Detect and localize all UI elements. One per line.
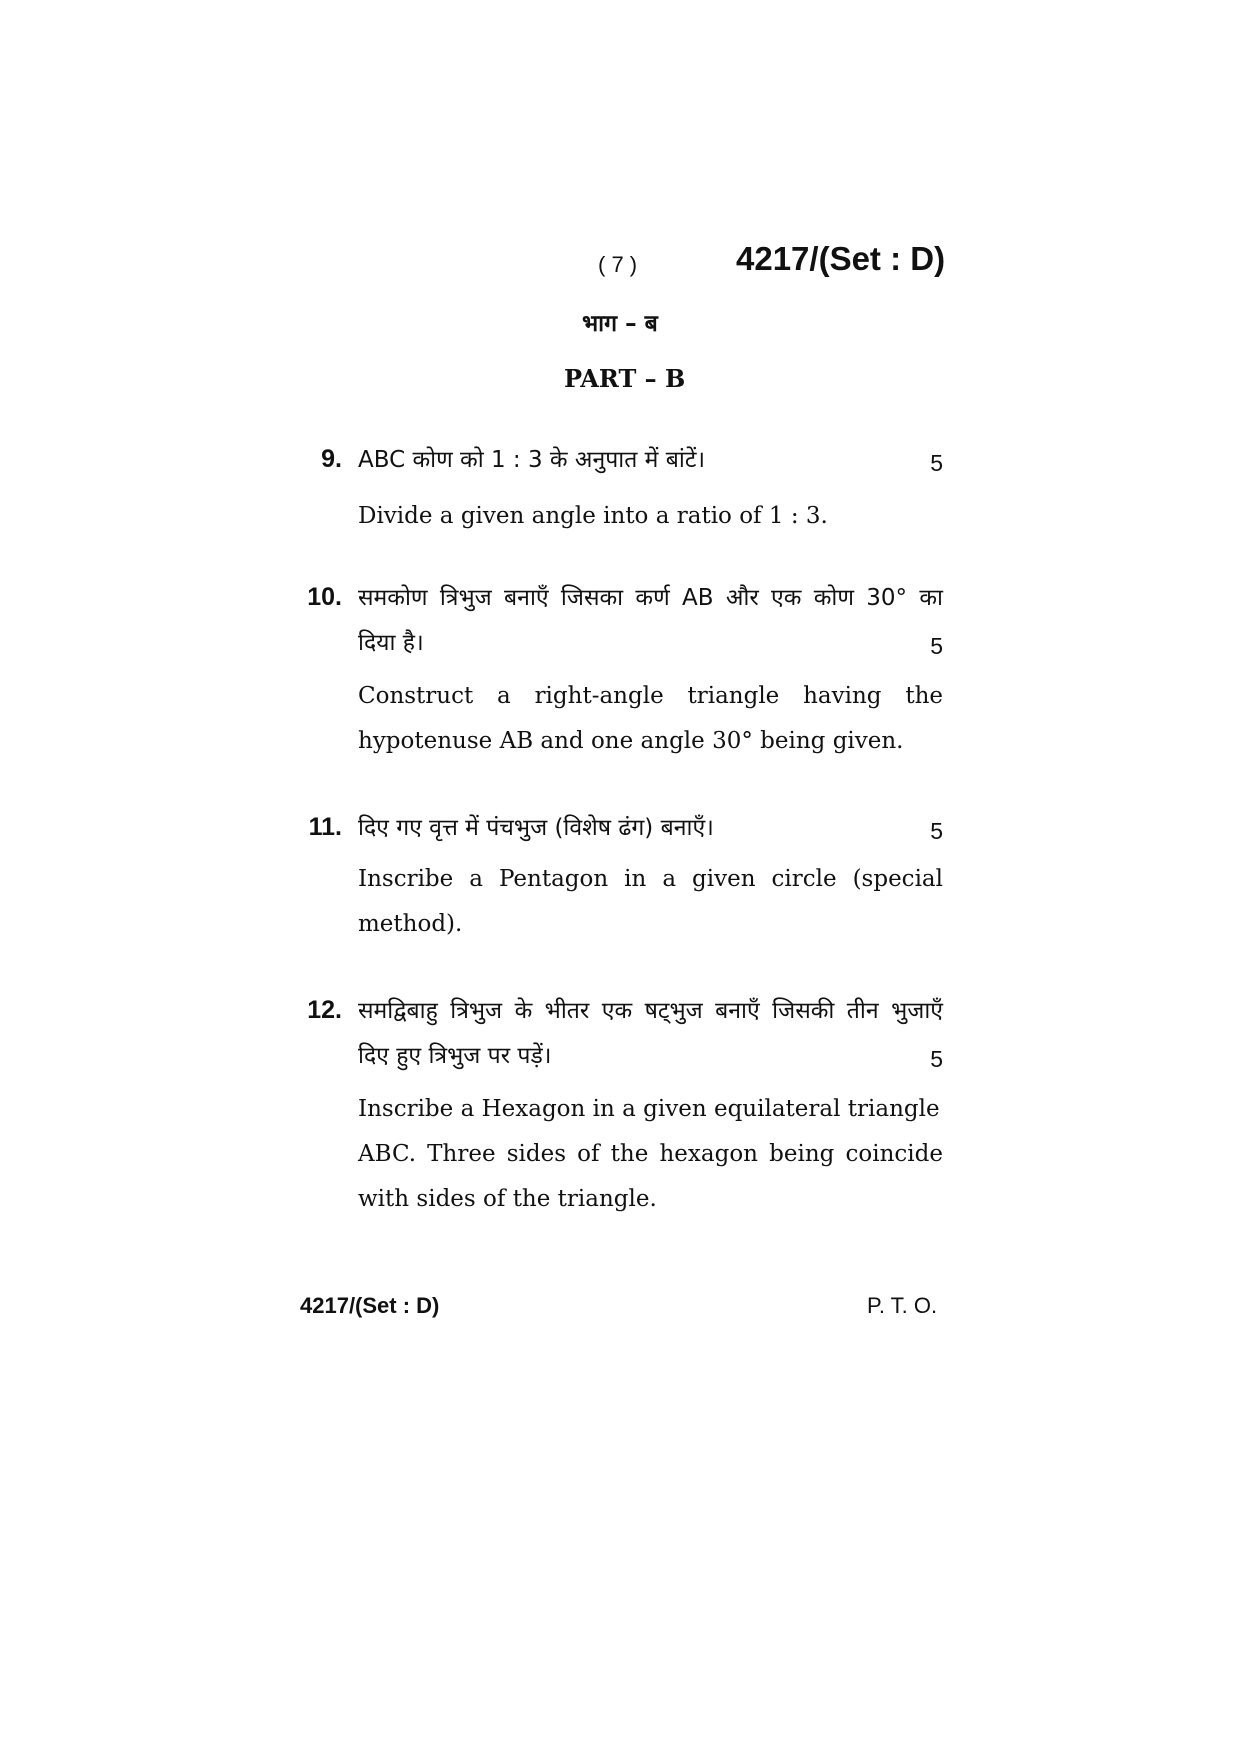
- question-marks: 5: [930, 633, 943, 659]
- question-hindi-line: समकोण त्रिभुज बनाएँ जिसका कर्ण AB और एक कोण 30° का: [358, 585, 943, 611]
- paper-code-footer: 4217/(Set : D): [300, 1293, 440, 1318]
- question-marks: 5: [930, 818, 943, 844]
- part-title-hindi: भाग – ब: [582, 311, 658, 337]
- question-marks: 5: [930, 1046, 943, 1072]
- question-hindi-line: दिए गए वृत्त में पंचभुज (विशेष ढंग) बनाएँ।: [358, 815, 714, 841]
- part-title-english: PART – B: [564, 364, 686, 393]
- paper-code-header: 4217/(Set : D): [736, 240, 946, 277]
- question-number: 10.: [307, 583, 342, 611]
- question-hindi-line: दिए हुए त्रिभुज पर पड़ें।: [358, 1043, 552, 1069]
- question-english-line: Inscribe a Pentagon in a given circle (special: [358, 866, 943, 892]
- question-hindi-line: समद्विबाहु त्रिभुज के भीतर एक षट्भुज बनाएँ जिसकी तीन भुजाएँ: [358, 998, 943, 1024]
- question-english-line: ABC. Three sides of the hexagon being coincide: [358, 1141, 943, 1167]
- question-english-line: hypotenuse AB and one angle 30° being given.: [358, 728, 904, 754]
- question-english-line: method).: [358, 911, 463, 937]
- question-number: 9.: [321, 445, 342, 473]
- question-english-line: Divide a given angle into a ratio of 1 : 3.: [358, 503, 828, 529]
- question-hindi-line: ABC कोण को 1 : 3 के अनुपात में बांटें।: [358, 447, 706, 473]
- question-english-line: with sides of the triangle.: [358, 1186, 657, 1212]
- question-marks: 5: [930, 450, 943, 476]
- please-turn-over: P. T. O.: [867, 1293, 938, 1318]
- page-number: ( 7 ): [598, 252, 638, 277]
- question-hindi-line: दिया है।: [358, 630, 424, 656]
- question-english-line: Construct a right-angle triangle having the: [358, 683, 943, 709]
- question-english-line: Inscribe a Hexagon in a given equilateral triangle: [358, 1096, 940, 1122]
- question-number: 12.: [307, 996, 342, 1024]
- question-number: 11.: [308, 813, 342, 841]
